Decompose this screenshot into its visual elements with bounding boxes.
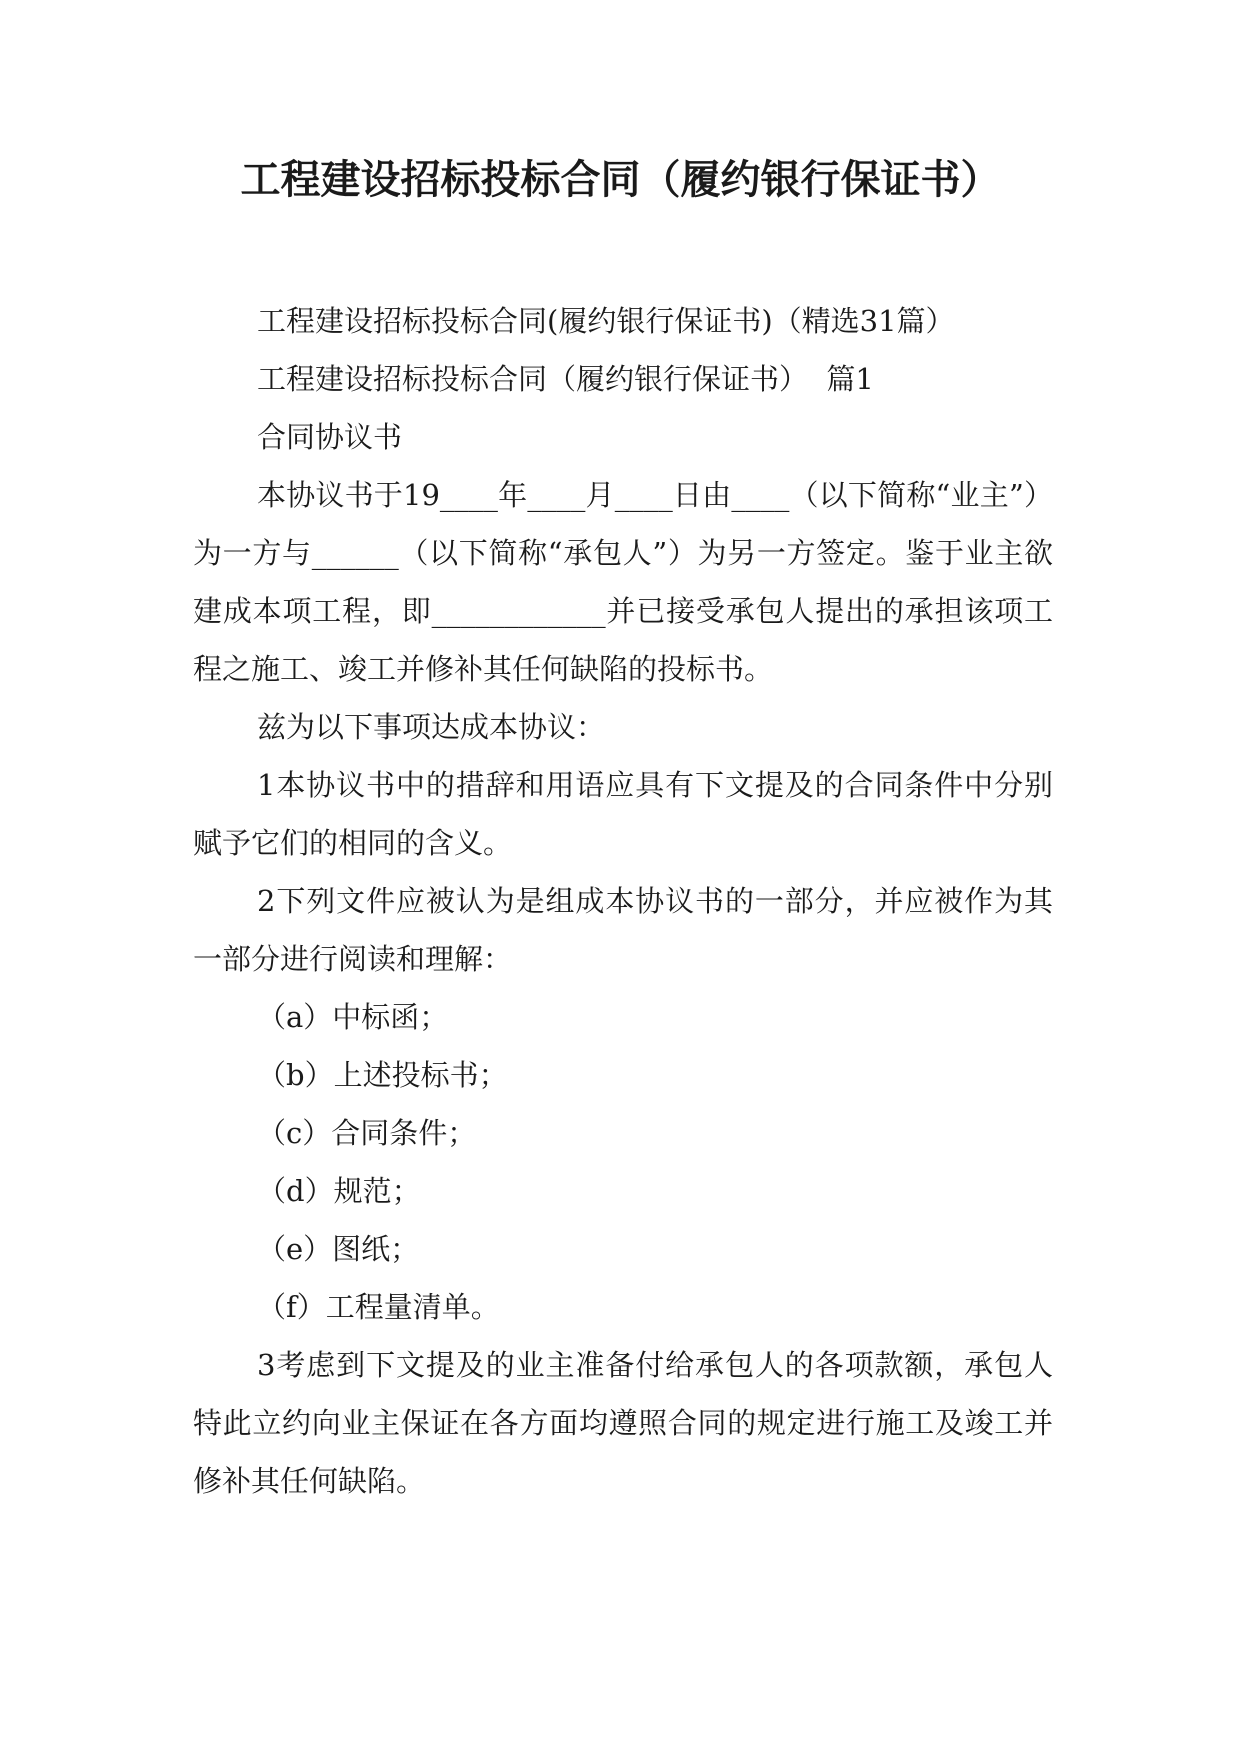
- list-item-e: （e）图纸；: [257, 1232, 420, 1266]
- list-item-a: （a）中标函；: [257, 1000, 449, 1034]
- paragraph-article-heading: 工程建设招标投标合同（履约银行保证书） 篇1: [257, 362, 874, 396]
- list-item-c: （c）合同条件；: [257, 1116, 477, 1150]
- document-body: [193, 292, 1053, 1510]
- paragraph-clause-2: 2下列文件应被认为是组成本协议书的一部分，并应被作为其一部分进行阅读和理解：: [193, 884, 1053, 976]
- paragraph-agreement-intro: 本协议书于19____年____月____日由____（以下简称“业主”）为一方与______（以下简称“承包人”）为另一方签定。鉴于业主欲建成本项工程，即____________并已接受承包人提出的承担该项工程之施工、竣工并修补其任何缺陷的投标书。: [193, 478, 1053, 686]
- list-item-f: （f）工程量清单。: [257, 1290, 500, 1324]
- paragraph-agreed-matters: 兹为以下事项达成本协议：: [257, 710, 606, 744]
- paragraph-agreement-title: 合同协议书: [257, 420, 403, 454]
- paragraph-clause-3: 3考虑到下文提及的业主准备付给承包人的各项款额，承包人特此立约向业主保证在各方面均遵照合同的规定进行施工及竣工并修补其任何缺陷。: [193, 1348, 1053, 1498]
- list-item-d: （d）规范；: [257, 1174, 421, 1208]
- list-item-b: （b）上述投标书；: [257, 1058, 508, 1092]
- paragraph-clause-1: 1本协议书中的措辞和用语应具有下文提及的合同条件中分别赋予它们的相同的含义。: [193, 768, 1053, 860]
- paragraph-collection-heading: 工程建设招标投标合同(履约银行保证书)（精选31篇）: [257, 304, 955, 338]
- document-title: 工程建设招标投标合同（履约银行保证书）: [240, 157, 1001, 203]
